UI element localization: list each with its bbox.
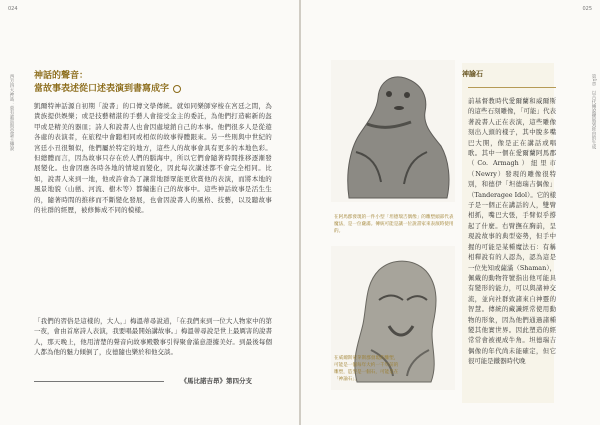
- running-head-right: 第1章 以古代傳說擴展到經由的生成: [591, 74, 596, 149]
- page-number-right: 025: [582, 6, 592, 12]
- left-page: [0, 0, 299, 425]
- sidebar-rule: [468, 87, 556, 88]
- source-rule: [34, 381, 164, 382]
- sidebar-body: 前基督教時代愛爾蘭和威爾斯的這些石刻雕像，「可能」代表著說書人正在表演，這些雕像刻出人頭的樣子，其中脫多嘴巴大開，像是正在講話或唱歌。其中一個在愛爾蘭阿馬郡（Co. Armagh）紐里市（Newry）發現的雕像很特別，和德伊「坦德瑞吉偶像」（Tanderagee Idol）。它的樣子是一個正在講話的人，雙臂相抓，嘴巴大張，手臂似乎撐起了什麼。右臂撫在胸前，呈現說故事的典型姿勢，但手中握的可能是某種魔法石：有稱相釋說有的人認為，認為這是一位先知或薩滿（Shaman），佩戴的動物符號指出他可能具有變形的能力，可以與諸神交流，並向社群致諸來自神靈的智慧。傳統的藏識經常使用動物的形象，因為他們通過諸種變其他實世界。因此塑造的經常常會被視成牛角。坦德瑞吉偶像的年代尚未能確定，但它很可能是鐵器時代晚: [468, 97, 556, 366]
- source-title: 《馬比諾吉昂》第四分支: [180, 377, 252, 385]
- quote-block: 「我們的習俗是這樣的，大人，」梅溫蒂尋說道，「在我們來到一位大人物家中的第一夜，會由首席詩人表演，我要唱最開始講故事。」梅溫蒂尋說是世上最厲害的說書人，那天晚上，他用清楚的聲音向故事殿數事引得聚會滿意證據美好。到最後每個人都為他的魅力傾倒了，皮德隨也樂於和他交談。: [34, 317, 272, 357]
- stone-statue-image-1: [331, 60, 455, 202]
- circle-icon: [173, 85, 181, 93]
- photo-caption-1: 在阿馬郡發現的一件小型「坦德瑞吉偶像」的雕塑頭部代表魔法，是一位薩滿。傳統可能是讓一位說書家來表演時使用的。: [334, 215, 454, 234]
- stone-statue-photo-1: [331, 60, 455, 202]
- page-number-left: 024: [8, 6, 18, 12]
- quote-source: [34, 376, 272, 386]
- photo-caption-2: 在威爾斯蒙茅斯郡發現的雕塑，可能是一個每年大約一千年前的雕塑，造型是一個石，可能是在「神諭石」。: [334, 356, 399, 382]
- body-paragraph: 凱爾特神話源自初期「說書」的口傳文學傳統。就如同樂師穿梭在宮廷之間，為貴族提供娛樂；或是技藝精湛的手藝人會接受金主的委託，為他們打造嶄新的盔甲或是精美的器皿；詩人和說書人也會因處境銷自己的本事。他們很多人是從遊各處的表演者，在旅程中會聽相同或相似的故事得體跟來。另一些則與中世紀的宮廷小丑很類似，他們屬於特定的地方，這些人的故事會具有更多的本地色彩。但總體而言，因為故事只存在於人們的腦海中，所以它們會隨著時間推移逐漸發展變化。也會因應各時各地的情境而變化，因此每次講述都不會完全相同。比如，說書人來到一地，他或許會為了讓當地群眾能更欣賞他的表演，而將本地的風景地貌（山巒、河流、樹木等）都編進自己的故事中。這些神話故事是活生生的，隨著時間的推移而不斷變化發展，也會因說書人的風格、技藝，以及聽故事的社群的經歷，被修飾成不同的模樣。: [34, 102, 272, 215]
- running-head-left: 西方四大神話：東有詭雷與亞瑟王傳說: [9, 74, 14, 151]
- section-heading: [34, 70, 264, 96]
- sidebar-title: 神諭石: [462, 70, 483, 78]
- section-heading-text: 神話的聲音： 當故事表述從口述表演到書寫成字: [34, 71, 170, 94]
